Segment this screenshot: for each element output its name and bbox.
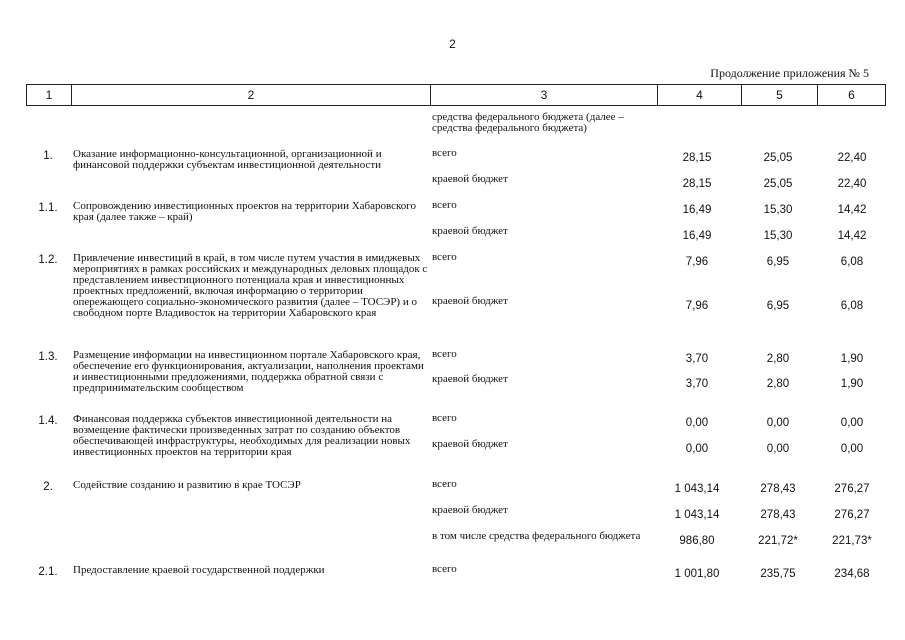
funding-source: краевой бюджет [432, 225, 508, 237]
page-number: 2 [449, 37, 456, 51]
table-header [26, 84, 886, 106]
value-col-6: 6,08 [840, 300, 864, 312]
value-col-5: 6,95 [766, 300, 790, 312]
row-name: Содействие созданию и развитию в крае ТОСЭР [73, 479, 301, 491]
value-col-4: 16,49 [682, 230, 712, 242]
value-col-4: 1 001,80 [674, 568, 720, 580]
value-col-5: 15,30 [763, 204, 793, 216]
row-number: 2. [43, 481, 53, 493]
value-col-6: 14,42 [837, 230, 867, 242]
funding-source: в том числе средства федерального бюджета [432, 530, 641, 542]
value-col-4: 28,15 [682, 178, 712, 190]
funding-source: всего [432, 147, 457, 159]
value-col-6: 22,40 [837, 152, 867, 164]
value-col-5: 0,00 [766, 443, 790, 455]
funding-source: всего [432, 251, 457, 263]
funding-source: краевой бюджет [432, 438, 508, 450]
value-col-4: 28,15 [682, 152, 712, 164]
value-col-4: 0,00 [685, 417, 709, 429]
funding-source: краевой бюджет [432, 373, 508, 385]
value-col-6: 276,27 [834, 483, 870, 495]
row-number: 1.4. [38, 415, 58, 427]
value-col-5: 25,05 [763, 152, 793, 164]
row-name: Финансовая поддержка субъектов инвестиционной деятельности на возмещение фактически произведенных затрат по созданию объектов обеспечивающей инфраструктуры, необходимых для реализации новых инвестиционных проектов на территории края [73, 413, 411, 458]
row-name: Оказание информационно-консультационной, организационной и финансовой поддержки субъектам инвестиционной деятельности [73, 148, 382, 171]
row-number: 2.1. [38, 566, 58, 578]
funding-source: краевой бюджет [432, 504, 508, 516]
value-col-5: 0,00 [766, 417, 790, 429]
value-col-5: 278,43 [760, 509, 796, 521]
header-col-2: 2 [71, 85, 430, 105]
row-name: Размещение информации на инвестиционном портале Хабаровского края, обеспечение его функционирования, актуализации, наполнения проектами и инвестиционными предложениями, поддержка обратной связи с предпринимательским сообществом [73, 349, 424, 394]
value-col-5: 15,30 [763, 230, 793, 242]
funding-source: краевой бюджет [432, 173, 508, 185]
value-col-4: 986,80 [679, 535, 715, 547]
value-col-5: 221,72* [758, 535, 798, 547]
row-number: 1.2. [38, 254, 58, 266]
funding-source: всего [432, 412, 457, 424]
value-col-5: 6,95 [766, 256, 790, 268]
funding-source: краевой бюджет [432, 295, 508, 307]
funding-source: всего [432, 478, 457, 490]
value-col-6: 1,90 [840, 378, 864, 390]
value-col-4: 7,96 [685, 256, 709, 268]
header-col-1: 1 [45, 88, 53, 102]
value-col-6: 22,40 [837, 178, 867, 190]
row-name: Сопровождению инвестиционных проектов на территории Хабаровского края (далее также – край) [73, 200, 417, 223]
header-col-3: 3 [430, 85, 657, 105]
value-col-4: 0,00 [685, 443, 709, 455]
value-col-6: 276,27 [834, 509, 870, 521]
value-col-5: 25,05 [763, 178, 793, 190]
value-col-6: 0,00 [840, 417, 864, 429]
value-col-6: 234,68 [834, 568, 870, 580]
row-name: Предоставление краевой государственной поддержки [73, 564, 325, 576]
row-number: 1.1. [38, 202, 58, 214]
header-col-4: 4 [657, 85, 741, 105]
value-col-6: 0,00 [840, 443, 864, 455]
intro-source-text: средства федерального бюджета (далее – средства федерального бюджета) [432, 111, 624, 134]
value-col-4: 3,70 [685, 353, 709, 365]
value-col-6: 6,08 [840, 256, 864, 268]
value-col-6: 1,90 [840, 353, 864, 365]
value-col-5: 2,80 [766, 378, 790, 390]
value-col-4: 1 043,14 [674, 483, 720, 495]
row-number: 1.3. [38, 351, 58, 363]
value-col-4: 1 043,14 [674, 509, 720, 521]
value-col-4: 16,49 [682, 204, 712, 216]
value-col-6: 221,73* [832, 535, 872, 547]
value-col-5: 278,43 [760, 483, 796, 495]
value-col-5: 2,80 [766, 353, 790, 365]
funding-source: всего [432, 563, 457, 575]
header-col-6: 6 [817, 85, 885, 105]
value-col-4: 7,96 [685, 300, 709, 312]
value-col-4: 3,70 [685, 378, 709, 390]
funding-source: всего [432, 348, 457, 360]
continuation-note: Продолжение приложения № 5 [710, 66, 869, 80]
value-col-6: 14,42 [837, 204, 867, 216]
row-number: 1. [43, 150, 53, 162]
row-name: Привлечение инвестиций в край, в том числе путем участия в имиджевых мероприятиях в рамках российских и международных деловых площадок с представлением инвестиционного потенциала края и инвестиционных проектных предложений, включая информацию о территории опережающего социально-экономического развития (далее – ТОСЭР) и о свободном порте Владивосток на территории Хабаровского края [73, 252, 428, 319]
header-col-5: 5 [741, 85, 817, 105]
funding-source: всего [432, 199, 457, 211]
value-col-5: 235,75 [760, 568, 796, 580]
